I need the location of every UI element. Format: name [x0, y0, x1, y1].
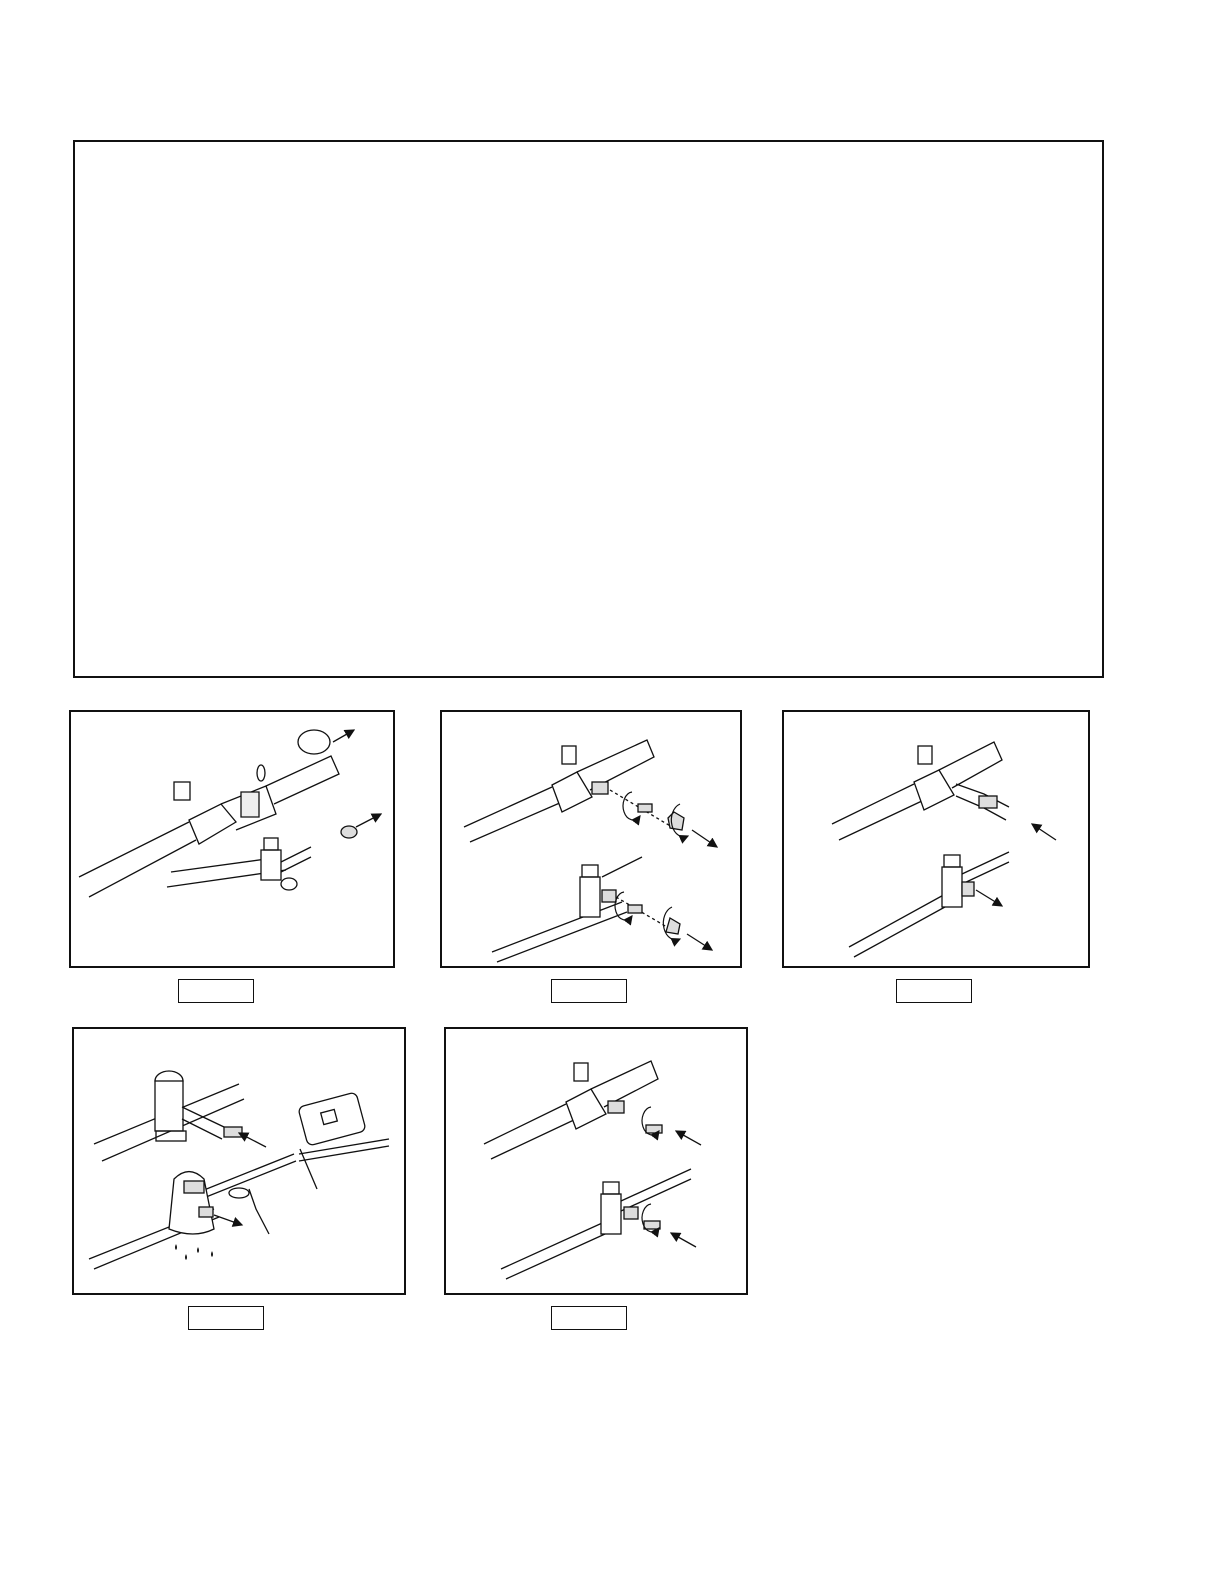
motion-arrow-icon [333, 730, 354, 742]
drip-icon [175, 1244, 213, 1260]
figure-4-panel [72, 1027, 406, 1295]
figure-4-caption [188, 1306, 264, 1330]
figure-1-panel [69, 710, 395, 968]
figure-3-caption [896, 979, 972, 1003]
motion-arrow-icon [676, 1131, 701, 1145]
figure-2-illustration [442, 712, 740, 966]
motion-arrow-icon [1032, 824, 1056, 840]
motion-arrow-icon [671, 1233, 696, 1247]
figure-2-panel [440, 710, 742, 968]
figure-1-illustration [71, 712, 393, 966]
instruction-text-box [73, 140, 1104, 678]
figure-4-illustration [74, 1029, 404, 1293]
motion-arrow-icon [239, 1133, 266, 1147]
motion-arrow-icon [356, 814, 381, 827]
figure-2-caption [551, 979, 627, 1003]
motion-arrow-icon [692, 830, 717, 847]
figure-3-panel [782, 710, 1090, 968]
motion-arrow-icon [687, 934, 712, 950]
figure-5-illustration [446, 1029, 746, 1293]
figure-5-panel [444, 1027, 748, 1295]
figure-5-caption [551, 1306, 627, 1330]
motion-arrow-icon [976, 890, 1002, 906]
motion-arrow-icon [214, 1215, 242, 1225]
figure-1-caption [178, 979, 254, 1003]
figure-3-illustration [784, 712, 1088, 966]
